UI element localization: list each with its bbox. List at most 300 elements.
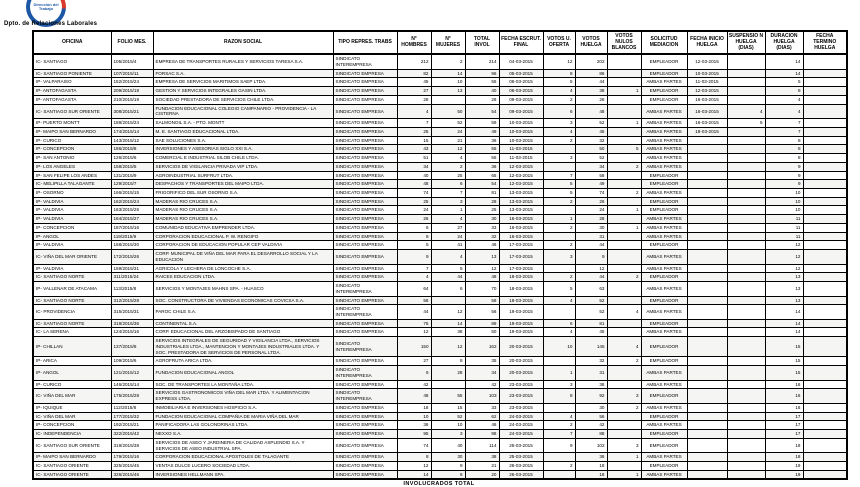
cell-mediacion: AMBAS PARTES [641, 403, 687, 412]
cell-suspension [727, 305, 765, 319]
cell-votos_huelga: 32 [575, 136, 607, 145]
cell-folio: 311/2015/24 [111, 273, 153, 282]
cell-total_invol: 28 [465, 197, 499, 206]
page-title: Dpto. de Relaciones Laborales [4, 21, 98, 27]
cell-mujeres: 9 [431, 461, 465, 470]
cell-votos_nulos [607, 412, 641, 421]
cell-total_invol: 62 [465, 412, 499, 421]
cell-hombres: 43 [397, 145, 431, 154]
cell-total_invol: 103 [465, 389, 499, 403]
cell-votos_nulos [607, 232, 641, 241]
cell-folio: 163/2015/26 [111, 206, 153, 215]
cell-suspension [727, 461, 765, 470]
cell-votos_nulos [607, 421, 641, 430]
cell-votos_nulos [607, 241, 641, 250]
cell-suspension [727, 197, 765, 206]
cell-hombres: 10 [397, 412, 431, 421]
cell-fecha_escrut: 09-03-2015 [499, 104, 543, 118]
table-wrapper [32, 30, 848, 487]
cell-oficina: IC- SANTIAGO NORTE [33, 273, 111, 282]
cell-duracion: 16 [765, 403, 803, 412]
cell-mediacion: EMPLEADOR [641, 337, 687, 357]
cell-votos_oferta: 6 [543, 319, 575, 328]
cell-votos_oferta [543, 453, 575, 462]
cell-total_invol: 46 [465, 241, 499, 250]
table-row [33, 241, 847, 250]
cell-votos_oferta: 6 [543, 104, 575, 118]
cell-fecha_inicio: 16-03-2015 [687, 119, 727, 128]
cell-razon: CONTINENTAL S.A. [153, 319, 333, 328]
cell-duracion: 11 [765, 223, 803, 232]
cell-mujeres [431, 380, 465, 389]
cell-oficina: IC- SANTIAGO SUR ORIENTE [33, 104, 111, 118]
cell-razon: SERVICIOS DE VIGILANCIA PRIVADA VIP LTDA. [153, 162, 333, 171]
column-header-oficina: OFICINA [33, 31, 111, 54]
cell-suspension [727, 95, 765, 104]
cell-oficina: IP- CONCEPCION [33, 223, 111, 232]
cell-votos_huelga: 31 [575, 366, 607, 380]
column-header-razon: RAZON SOCIAL [153, 31, 333, 54]
cell-fecha_termino [803, 328, 847, 337]
cell-hombres: 51 [397, 154, 431, 163]
cell-fecha_inicio: 12-03-2015 [687, 87, 727, 96]
cell-votos_huelga: 32 [575, 357, 607, 366]
cell-votos_oferta: 9 [543, 438, 575, 452]
cell-folio: 322/2015/42 [111, 430, 153, 439]
cell-tipo: SINDICATO EMPRESA [333, 197, 397, 206]
cell-razon: EMPRESA DE TRANSPORTES RURALES Y SERVICIOS TARESA S.A. [153, 54, 333, 69]
cell-fecha_escrut: 20-03-2015 [499, 337, 543, 357]
cell-votos_huelga: 49 [575, 180, 607, 189]
column-header-votos_huelga: VOTOS HUELGA [575, 31, 607, 54]
cell-folio: 107/2015/11 [111, 69, 153, 78]
cell-votos_oferta: 3 [543, 250, 575, 264]
cell-fecha_inicio [687, 180, 727, 189]
logo-text: Dirección del Trabajo [30, 0, 62, 23]
cell-hombres: 9 [397, 250, 431, 264]
cell-fecha_inicio [687, 389, 727, 403]
cell-suspension [727, 189, 765, 198]
cell-fecha_escrut: 26-03-2015 [499, 470, 543, 479]
cell-fecha_inicio: 16-03-2015 [687, 104, 727, 118]
cell-hombres: 25 [397, 127, 431, 136]
cell-mujeres: 25 [431, 171, 465, 180]
cell-fecha_termino [803, 180, 847, 189]
cell-suspension [727, 453, 765, 462]
cell-duracion: 17 [765, 412, 803, 421]
cell-total_invol: 50 [465, 328, 499, 337]
cell-tipo: SINDICATO EMPRESA [333, 273, 397, 282]
cell-hombres: 95 [397, 430, 431, 439]
cell-duracion: 14 [765, 305, 803, 319]
table-row [33, 127, 847, 136]
cell-mujeres: 14 [431, 319, 465, 328]
cell-duracion: 19 [765, 470, 803, 479]
cell-duracion: 8 [765, 87, 803, 96]
cell-fecha_escrut: 25-03-2015 [499, 453, 543, 462]
cell-votos_oferta: 3 [543, 154, 575, 163]
cell-oficina: IP- CURICO [33, 380, 111, 389]
cell-mediacion: EMPLEADOR [641, 206, 687, 215]
cell-total_invol: 20 [465, 470, 499, 479]
cell-fecha_inicio [687, 197, 727, 206]
cell-duracion: 16 [765, 389, 803, 403]
cell-total_invol: 33 [465, 223, 499, 232]
cell-tipo: SINDICATO INTEREMPRESA [333, 337, 397, 357]
cell-votos_nulos [607, 282, 641, 296]
cell-duracion: 4 [765, 104, 803, 118]
cell-mujeres: 50 [431, 104, 465, 118]
cell-mediacion: AMBAS PARTES [641, 78, 687, 87]
cell-fecha_termino [803, 189, 847, 198]
column-header-folio: FOLIO MES. [111, 31, 153, 54]
cell-total_invol: 70 [465, 282, 499, 296]
cell-votos_oferta: 4 [543, 328, 575, 337]
cell-oficina: IP- VALDIVIA [33, 206, 111, 215]
cell-total_invol: 35 [465, 357, 499, 366]
cell-mediacion: AMBAS PARTES [641, 162, 687, 171]
cell-votos_oferta: 4 [543, 296, 575, 305]
cell-votos_huelga: 63 [575, 282, 607, 296]
cell-fecha_inicio [687, 305, 727, 319]
cell-suspension [727, 127, 765, 136]
cell-fecha_inicio: 12-03-2015 [687, 54, 727, 69]
cell-duracion: 18 [765, 438, 803, 452]
table-row [33, 453, 847, 462]
cell-votos_huelga: 45 [575, 127, 607, 136]
cell-suspension [727, 273, 765, 282]
cell-total_invol: 89 [465, 319, 499, 328]
cell-tipo: SINDICATO EMPRESA [333, 154, 397, 163]
cell-mujeres: 5 [431, 264, 465, 273]
cell-fecha_escrut: 12-03-2015 [499, 180, 543, 189]
cell-hombres: 4 [397, 273, 431, 282]
cell-razon: SERVICIOS GASTRONOMICOS VIÑA DEL MAR LTDA. Y ALIMENTACION EXPRESS LTDA. [153, 389, 333, 403]
cell-oficina: IP- MAIPO SAN BERNARDO [33, 453, 111, 462]
cell-oficina: IP- ANGOL [33, 366, 111, 380]
cell-mediacion: AMBAS PARTES [641, 154, 687, 163]
cell-votos_huelga: 44 [575, 241, 607, 250]
cell-hombres: 14 [397, 470, 431, 479]
cell-mujeres: 4 [431, 215, 465, 224]
cell-suspension [727, 180, 765, 189]
cell-mujeres: 41 [431, 241, 465, 250]
cell-fecha_escrut: 24-03-2015 [499, 421, 543, 430]
cell-fecha_inicio [687, 319, 727, 328]
cell-oficina: IP- LOS ANGELES [33, 162, 111, 171]
cell-total_invol: 54 [465, 104, 499, 118]
cell-votos_oferta: 2 [543, 421, 575, 430]
cell-votos_oferta [543, 470, 575, 479]
cell-razon: FUNDACION EDUCACIONAL COLEGIO CAMPANARIO - PROVIDENCIA - LA CISTERNA [153, 104, 333, 118]
table-row [33, 305, 847, 319]
cell-votos_nulos: 2 [607, 357, 641, 366]
cell-mujeres: 13 [431, 87, 465, 96]
cell-votos_nulos [607, 366, 641, 380]
cell-total_invol: 55 [465, 154, 499, 163]
cell-oficina: IC- VIÑA DEL MAR [33, 389, 111, 403]
cell-razon: SALMONOIL S.A. - PTO. MONTT [153, 119, 333, 128]
cell-tipo: SINDICATO EMPRESA [333, 250, 397, 264]
cell-votos_oferta: 7 [543, 171, 575, 180]
cell-votos_huelga: 26 [575, 197, 607, 206]
cell-tipo: SINDICATO EMPRESA [333, 319, 397, 328]
cell-votos_nulos: 1 [607, 470, 641, 479]
cell-folio: 308/2015/21 [111, 104, 153, 118]
cell-duracion: 19 [765, 461, 803, 470]
cell-fecha_inicio [687, 136, 727, 145]
cell-votos_huelga: 36 [575, 453, 607, 462]
cell-fecha_escrut: 13-03-2015 [499, 189, 543, 198]
cell-folio: 325/2015/45 [111, 461, 153, 470]
cell-duracion: 7 [765, 127, 803, 136]
cell-fecha_termino [803, 319, 847, 328]
cell-votos_oferta [543, 232, 575, 241]
cell-razon: GESTION Y SERVICIOS INTEGRALES GASIN LTDA. [153, 87, 333, 96]
cell-fecha_inicio [687, 357, 727, 366]
cell-mujeres: 21 [431, 136, 465, 145]
cell-votos_nulos [607, 215, 641, 224]
table-row [33, 430, 847, 439]
cell-suspension [727, 421, 765, 430]
cell-razon: MADERAS RIO CRUCES S.A. [153, 206, 333, 215]
cell-folio: 315/2015/31 [111, 305, 153, 319]
cell-tipo: SINDICATO EMPRESA [333, 162, 397, 171]
cell-razon: SERVICIOS Y MONTAJES MAHNS SPA. - HUASCO [153, 282, 333, 296]
cell-votos_nulos [607, 380, 641, 389]
cell-fecha_escrut: 12-03-2015 [499, 171, 543, 180]
cell-fecha_escrut: 10-03-2015 [499, 119, 543, 128]
cell-hombres: 4 [397, 104, 431, 118]
cell-mujeres: 2 [431, 54, 465, 69]
cell-fecha_termino [803, 264, 847, 273]
cell-fecha_inicio [687, 162, 727, 171]
cell-oficina: IP- VALDIVIA [33, 264, 111, 273]
table-row [33, 54, 847, 69]
cell-tipo: SINDICATO EMPRESA [333, 145, 397, 154]
cell-suspension: 4 [727, 104, 765, 118]
cell-hombres: 48 [397, 389, 431, 403]
cell-tipo: SINDICATO EMPRESA [333, 421, 397, 430]
cell-razon: SERVICIOS DE ASEO Y JARDINERIA DE CALIDAD ASPLENDID S.A. Y SERVICIOS DE ASEO INDUSTRIAL SPA. [153, 438, 333, 452]
cell-duracion: 15 [765, 337, 803, 357]
cell-duracion: 5 [765, 78, 803, 87]
cell-oficina: IP- ANTOFAGASTA [33, 87, 111, 96]
cell-hombres: 64 [397, 282, 431, 296]
cell-mediacion: AMBAS PARTES [641, 282, 687, 296]
cell-fecha_escrut: 17-03-2015 [499, 264, 543, 273]
cell-votos_huelga: 45 [575, 328, 607, 337]
cell-votos_huelga: 50 [575, 145, 607, 154]
cell-total_invol: 54 [465, 180, 499, 189]
cell-duracion: 15 [765, 366, 803, 380]
cell-votos_huelga: 38 [575, 87, 607, 96]
cell-votos_huelga: 52 [575, 296, 607, 305]
cell-votos_nulos [607, 136, 641, 145]
cell-oficina: IC- PROVIDENCIA [33, 305, 111, 319]
cell-mujeres: 6 [431, 282, 465, 296]
cell-folio: 166/2015/15 [111, 189, 153, 198]
cell-duracion: 8 [765, 145, 803, 154]
cell-fecha_termino [803, 104, 847, 118]
cell-fecha_escrut: 19-03-2015 [499, 305, 543, 319]
cell-hombres: 12 [397, 461, 431, 470]
table-row [33, 197, 847, 206]
cell-razon: FUNDACION EDUCACIONAL COMPAÑIA DE MARIA VIÑA DEL MAR [153, 412, 333, 421]
cell-fecha_escrut: 23-03-2015 [499, 380, 543, 389]
cell-tipo: SINDICATO EMPRESA [333, 136, 397, 145]
cell-votos_oferta: 8 [543, 69, 575, 78]
cell-hombres: 212 [397, 54, 431, 69]
cell-fecha_termino [803, 171, 847, 180]
cell-oficina: IP- VALLENAR DE ATACAMA [33, 282, 111, 296]
cell-hombres: 26 [397, 215, 431, 224]
cell-oficina: IC- INDEPENDENCIA [33, 430, 111, 439]
cell-folio: 162/2015/24 [111, 197, 153, 206]
cell-total_invol: 30 [465, 215, 499, 224]
cell-fecha_termino [803, 69, 847, 78]
cell-mujeres: 8 [431, 357, 465, 366]
cell-fecha_escrut: 20-03-2015 [499, 366, 543, 380]
cell-mediacion: EMPLEADOR [641, 273, 687, 282]
cell-folio: 158/2015/5 [111, 162, 153, 171]
cell-oficina: IC- VIÑA DEL MAR [33, 412, 111, 421]
cell-suspension [727, 357, 765, 366]
cell-tipo: SINDICATO EMPRESA [333, 430, 397, 439]
cell-folio: 124/2015/16 [111, 328, 153, 337]
cell-suspension [727, 145, 765, 154]
table-row [33, 104, 847, 118]
cell-total_invol: 36 [465, 136, 499, 145]
cell-suspension [727, 296, 765, 305]
table-row [33, 136, 847, 145]
cell-tipo: SINDICATO EMPRESA [333, 87, 397, 96]
cell-tipo: SINDICATO EMPRESA [333, 215, 397, 224]
cell-fecha_termino [803, 87, 847, 96]
cell-fecha_inicio [687, 403, 727, 412]
cell-votos_nulos [607, 78, 641, 87]
table-row [33, 189, 847, 198]
cell-votos_nulos [607, 264, 641, 273]
cell-fecha_escrut: 16-03-2015 [499, 215, 543, 224]
cell-fecha_inicio [687, 453, 727, 462]
cell-fecha_termino [803, 95, 847, 104]
cell-folio: 187/2015/16 [111, 223, 153, 232]
cell-fecha_termino [803, 470, 847, 479]
cell-fecha_termino [803, 403, 847, 412]
cell-votos_oferta [543, 403, 575, 412]
cell-razon: CORPORACION DE EDUCACION POPULAR CEP VALDIVIA [153, 241, 333, 250]
cell-fecha_termino [803, 380, 847, 389]
cell-folio: 109/2015/6 [111, 357, 153, 366]
cell-mujeres: 6 [431, 470, 465, 479]
table-row [33, 223, 847, 232]
cell-duracion: 7 [765, 119, 803, 128]
cell-mediacion: EMPLEADOR [641, 412, 687, 421]
cell-total_invol: 55 [465, 78, 499, 87]
cell-duracion: 14 [765, 54, 803, 69]
cell-mediacion: AMBAS PARTES [641, 264, 687, 273]
cell-fecha_termino [803, 461, 847, 470]
cell-votos_nulos [607, 197, 641, 206]
cell-votos_huelga: 92 [575, 389, 607, 403]
cell-mediacion: AMBAS PARTES [641, 189, 687, 198]
cell-fecha_escrut: 12-03-2015 [499, 162, 543, 171]
cell-oficina: IP- CONCEPCION [33, 145, 111, 154]
table-row [33, 389, 847, 403]
table-row [33, 145, 847, 154]
cell-mujeres: 1 [431, 206, 465, 215]
cell-votos_huelga: 74 [575, 189, 607, 198]
cell-oficina: IP- CURICO [33, 136, 111, 145]
table-row [33, 461, 847, 470]
cell-mujeres: 15 [431, 403, 465, 412]
cell-votos_nulos: 2 [607, 273, 641, 282]
cell-duracion: 12 [765, 250, 803, 264]
cell-fecha_inicio [687, 430, 727, 439]
cell-oficina: IC- VIÑA DEL MAR ORIENTE [33, 250, 111, 264]
cell-mediacion: AMBAS PARTES [641, 104, 687, 118]
cell-folio: 172/2015/26 [111, 250, 153, 264]
cell-tipo: SINDICATO EMPRESA [333, 403, 397, 412]
cell-hombres: 28 [397, 95, 431, 104]
cell-mediacion: EMPLEADOR [641, 296, 687, 305]
cell-fecha_escrut: 17-03-2015 [499, 241, 543, 250]
cell-hombres: 6 [397, 366, 431, 380]
cell-suspension [727, 389, 765, 403]
cell-tipo: SINDICATO EMPRESA [333, 78, 397, 87]
cell-fecha_escrut: 09-03-2015 [499, 95, 543, 104]
cell-duracion: 14 [765, 328, 803, 337]
table-row [33, 206, 847, 215]
cell-fecha_inicio [687, 189, 727, 198]
cell-fecha_termino [803, 127, 847, 136]
cell-fecha_escrut: 25-03-2015 [499, 438, 543, 452]
cell-folio: 175/2015/28 [111, 389, 153, 403]
cell-hombres: 6 [397, 223, 431, 232]
cell-oficina: IC- SANTIAGO ORIENTE [33, 470, 111, 479]
table-row [33, 403, 847, 412]
cell-mediacion: EMPLEADOR [641, 180, 687, 189]
cell-votos_oferta: 3 [543, 119, 575, 128]
cell-votos_oferta: 2 [543, 95, 575, 104]
cell-votos_huelga: 88 [575, 430, 607, 439]
cell-votos_oferta: 2 [543, 461, 575, 470]
cell-votos_nulos [607, 69, 641, 78]
cell-votos_oferta: 5 [543, 282, 575, 296]
cell-fecha_termino [803, 412, 847, 421]
column-header-mujeres: N° MUJERES [431, 31, 465, 54]
cell-duracion: 8 [765, 136, 803, 145]
cell-oficina: IC- SANTIAGO NORTE [33, 319, 111, 328]
cell-fecha_escrut: 24-03-2015 [499, 412, 543, 421]
cell-votos_huelga: 58 [575, 171, 607, 180]
cell-votos_oferta: 4 [543, 87, 575, 96]
cell-fecha_termino [803, 78, 847, 87]
cell-mujeres: 6 [431, 180, 465, 189]
cell-tipo: SINDICATO EMPRESA [333, 223, 397, 232]
cell-fecha_escrut: 16-03-2015 [499, 223, 543, 232]
cell-fecha_inicio [687, 412, 727, 421]
table-row [33, 95, 847, 104]
cell-total_invol: 56 [465, 305, 499, 319]
cell-tipo: SINDICATO EMPRESA [333, 171, 397, 180]
cell-votos_nulos: 1 [607, 223, 641, 232]
cell-tipo: SINDICATO EMPRESA [333, 380, 397, 389]
table-row [33, 282, 847, 296]
cell-hombres: 7 [397, 119, 431, 128]
table-row [33, 119, 847, 128]
